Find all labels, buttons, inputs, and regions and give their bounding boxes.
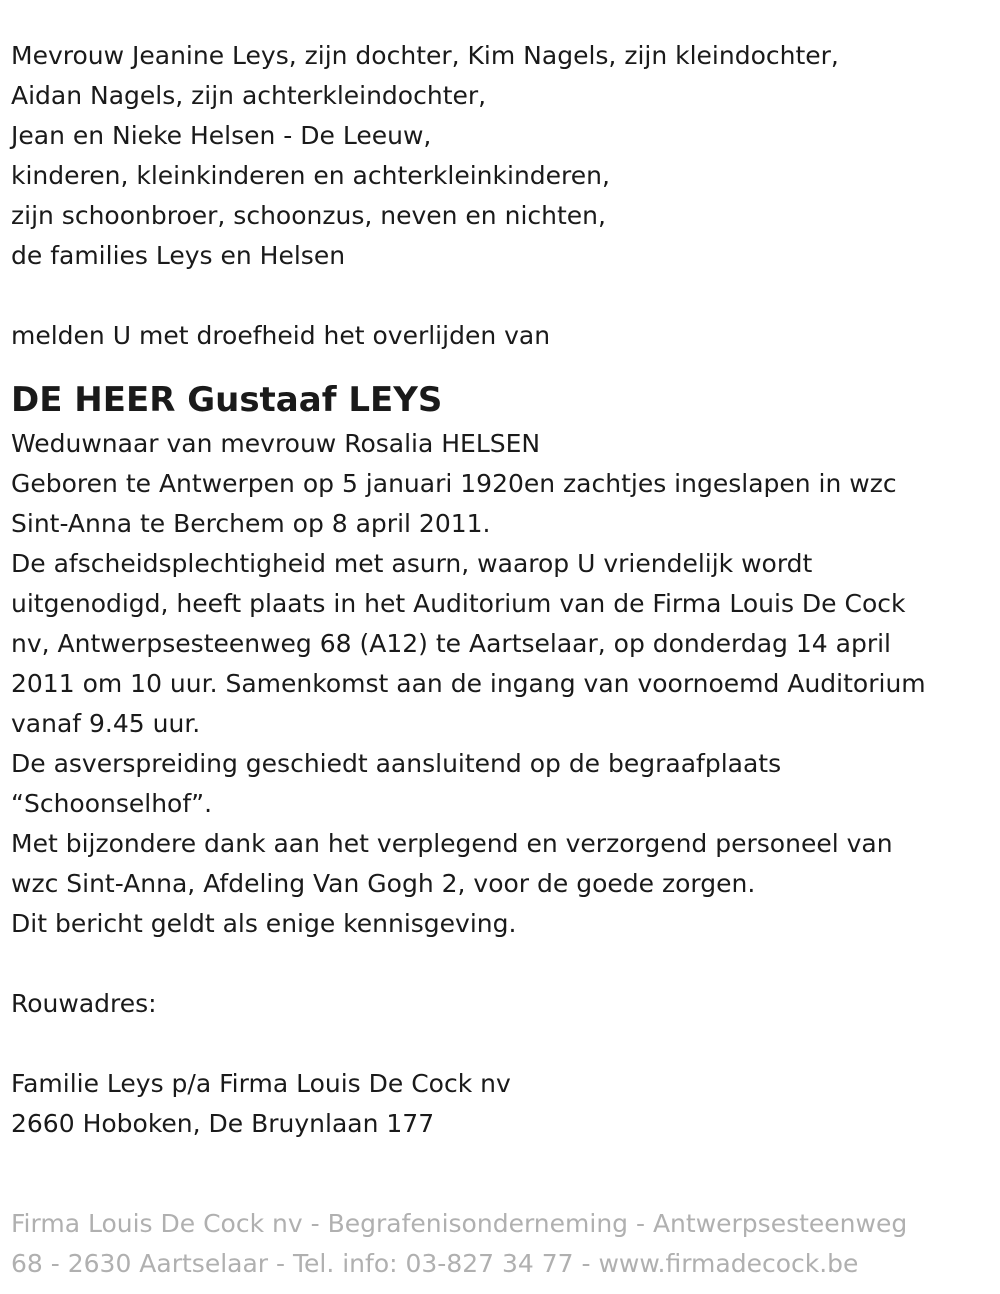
details-line: De afscheidsplechtigheid met asurn, waarop U vriendelijk wordt: [11, 549, 813, 578]
details-line: “Schoonselhof”.: [11, 789, 213, 818]
family-line: Mevrouw Jeanine Leys, zijn dochter, Kim Nagels, zijn kleindochter,: [11, 41, 839, 70]
details-line: Met bijzondere dank aan het verplegend en verzorgend personeel van: [11, 829, 893, 858]
details-block: [11, 424, 989, 944]
spacer: [11, 276, 989, 316]
family-line: zijn schoonbroer, schoonzus, neven en nichten,: [11, 201, 606, 230]
details-line: Weduwnaar van mevrouw Rosalia HELSEN: [11, 429, 541, 458]
details-line: Geboren te Antwerpen op 5 januari 1920en zachtjes ingeslapen in wzc: [11, 469, 897, 498]
announcement-text: melden U met droefheid het overlijden van: [11, 321, 551, 350]
details-line: De asverspreiding geschiedt aansluitend op de begraafplaats: [11, 749, 782, 778]
details-line: wzc Sint-Anna, Afdeling Van Gogh 2, voor de goede zorgen.: [11, 869, 756, 898]
deceased-name: DE HEER Gustaaf LEYS: [11, 380, 443, 420]
details-line: nv, Antwerpsesteenweg 68 (A12) te Aartselaar, op donderdag 14 april: [11, 629, 891, 658]
footer-line: Firma Louis De Cock nv - Begrafenisonderneming - Antwerpsesteenweg: [11, 1209, 908, 1238]
footer-line: 68 - 2630 Aartselaar - Tel. info: 03-827 34 77 - www.firmadecock.be: [11, 1249, 859, 1278]
funeral-home-footer: [11, 1204, 907, 1284]
address-block: [11, 1064, 989, 1144]
address-label: Rouwadres:: [11, 989, 157, 1018]
family-line: Aidan Nagels, zijn achterkleindochter,: [11, 81, 487, 110]
address-line: Familie Leys p/a Firma Louis De Cock nv: [11, 1069, 511, 1098]
family-block: [11, 36, 989, 276]
spacer: [11, 944, 989, 984]
spacer: [11, 1024, 989, 1064]
details-line: 2011 om 10 uur. Samenkomst aan de ingang van voornoemd Auditorium: [11, 669, 926, 698]
details-line: vanaf 9.45 uur.: [11, 709, 201, 738]
family-line: kinderen, kleinkinderen en achterkleinkinderen,: [11, 161, 610, 190]
family-line: de families Leys en Helsen: [11, 241, 346, 270]
details-line: uitgenodigd, heeft plaats in het Auditorium van de Firma Louis De Cock: [11, 589, 906, 618]
details-line: Dit bericht geldt als enige kennisgeving.: [11, 909, 517, 938]
address-line: 2660 Hoboken, De Bruynlaan 177: [11, 1109, 435, 1138]
family-line: Jean en Nieke Helsen - De Leeuw,: [11, 121, 432, 150]
details-line: Sint-Anna te Berchem op 8 april 2011.: [11, 509, 491, 538]
